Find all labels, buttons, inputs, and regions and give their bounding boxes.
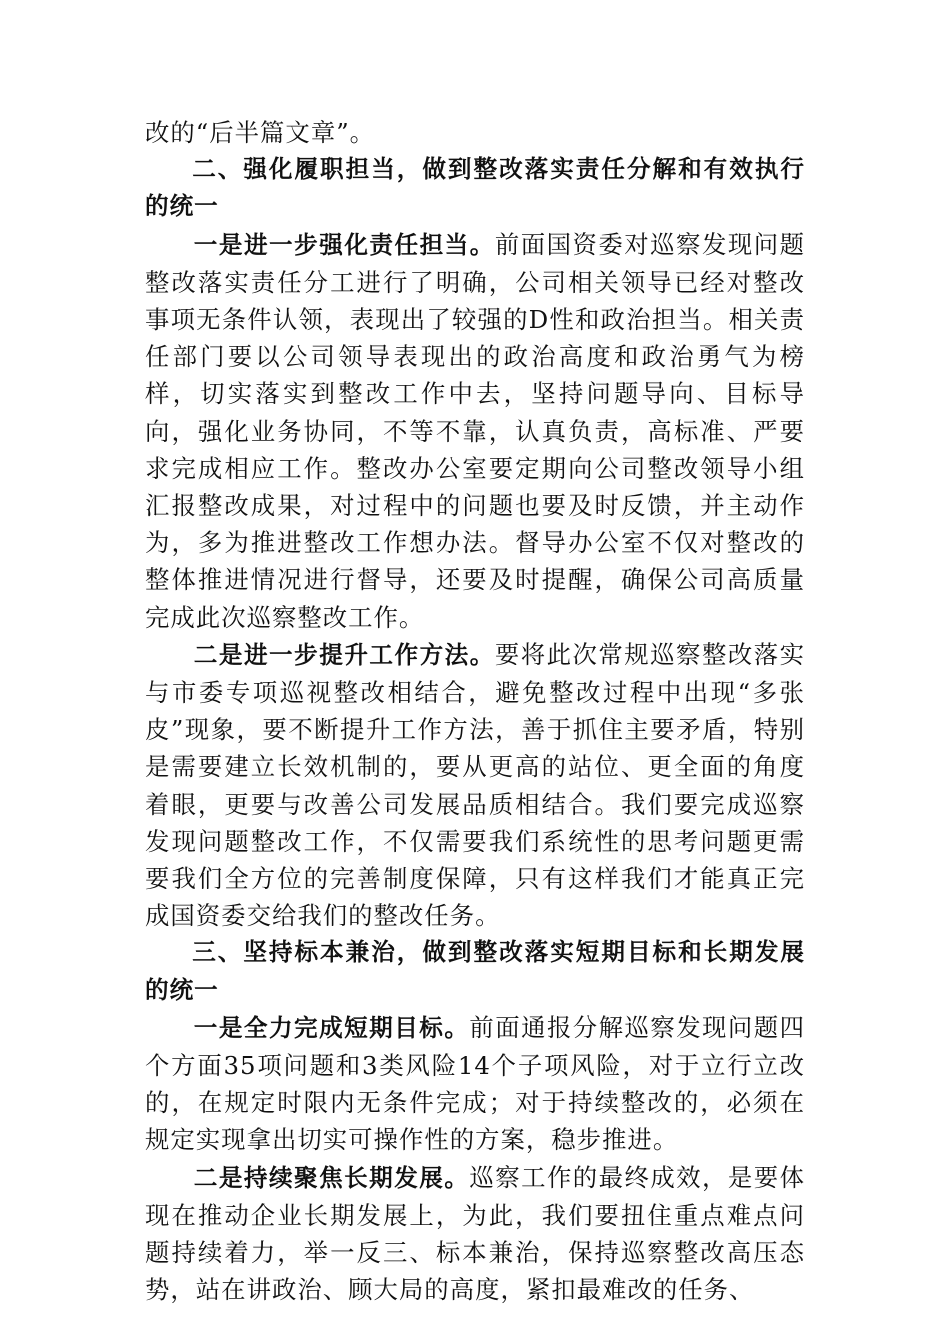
paragraph-lead: 二是持续聚焦长期发展。 (193, 1163, 470, 1192)
heading-text: 三、坚持标本兼治，做到整改落实短期目标和长期发展的统一 (145, 938, 805, 1004)
document-page (145, 114, 805, 1309)
section-heading-2 (145, 151, 805, 225)
section-heading-3 (145, 934, 805, 1008)
paragraph-lead: 二是进一步提升工作方法。 (193, 640, 495, 669)
paragraph-continued (145, 114, 805, 151)
paragraph-text: 前面通报分解巡察发现问题四个方面35项问题和3类风险14个子项风险，对于立行立改的，在规定时限内无条件完成；对于持续整改的，必须在规定实现拿出切实可操作性的方案，稳步推进。 (145, 1012, 805, 1155)
paragraph-text: 前面国资委对巡察发现问题整改落实责任分工进行了明确，公司相关领导已经对整改事项无条件认领，表现出了较强的D性和政治担当。相关责任部门要以公司领导表现出的政治高度和政治勇气为榜样，切实落实到整改工作中去，坚持问题导向、目标导向，强化业务协同，不等不靠，认真负责，高标准、严要求完成相应工作。整改办公室要定期向公司整改领导小组汇报整改成果，对过程中的问题也要及时反馈，并主动作为，多为推进整改工作想办法。督导办公室不仅对整改的整体推进情况进行督导，还要及时提醒，确保公司高质量完成此次巡察整改工作。 (145, 229, 805, 632)
paragraph-lead: 一是全力完成短期目标。 (193, 1013, 470, 1042)
paragraph-long-term (145, 1159, 805, 1309)
paragraph-text: 改的“后半篇文章”。 (145, 118, 376, 147)
paragraph-text: 要将此次常规巡察整改落实与市委专项巡视整改相结合，避免整改过程中出现“多张皮”现象，要不断提升工作方法，善于抓住主要矛盾，特别是需要建立长效机制的，要从更高的站位、更全面的角度着眼，更要与改善公司发展品质相结合。我们要完成巡察发现问题整改工作，不仅需要我们系统性的思考问题更需要我们全方位的完善制度保障，只有这样我们才能真正完成国资委交给我们的整改任务。 (145, 639, 805, 931)
paragraph-lead: 一是进一步强化责任担当。 (193, 230, 495, 259)
paragraph-methods (145, 636, 805, 935)
paragraph-short-term (145, 1009, 805, 1159)
paragraph-text: 巡察工作的最终成效，是要体现在推动企业长期发展上，为此，我们要扭住重点难点问题持续着力，举一反三、标本兼治，保持巡察整改高压态势，站在讲政治、顾大局的高度，紧扣最难改的任务、 (145, 1162, 805, 1305)
heading-text: 二、强化履职担当，做到整改落实责任分解和有效执行的统一 (145, 155, 805, 221)
paragraph-responsibility (145, 226, 805, 636)
